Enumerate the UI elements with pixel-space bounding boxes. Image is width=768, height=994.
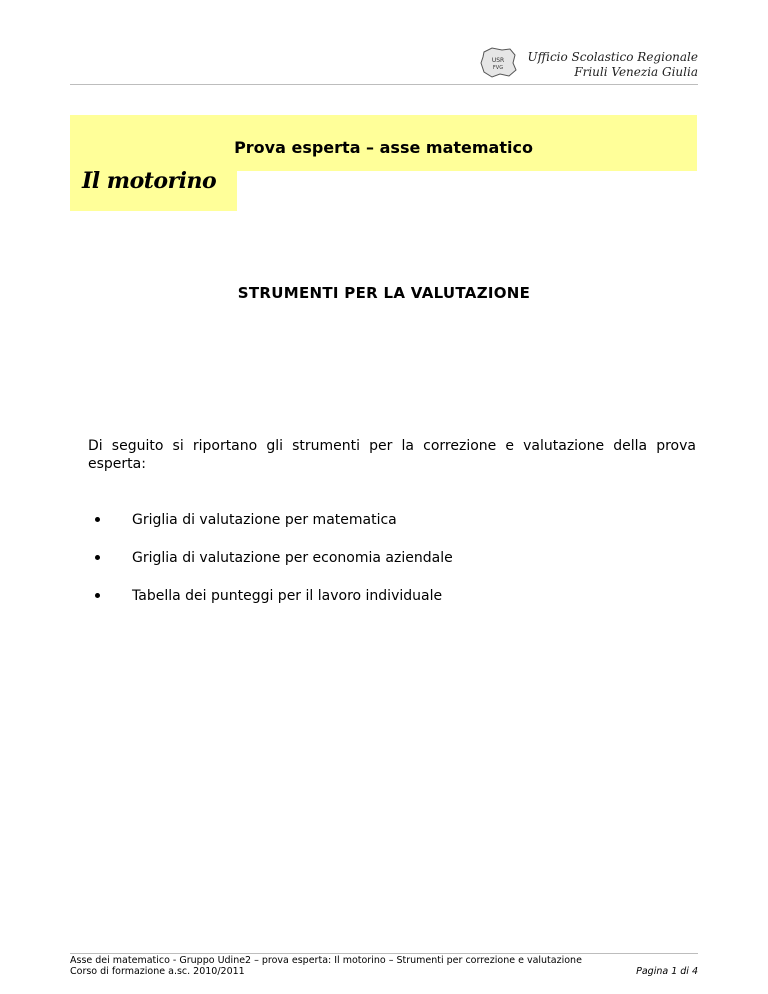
bullet-icon: [95, 593, 100, 598]
bullet-icon: [95, 555, 100, 560]
page-header: [70, 44, 698, 85]
intro-paragraph: Di seguito si riportano gli strumenti per la correzione e valutazione della prova esperta:: [88, 438, 696, 472]
page-number: Pagina 1 di 4: [636, 966, 698, 977]
svg-text:FVG: FVG: [492, 65, 504, 71]
bullet-icon: [95, 517, 100, 522]
svg-text:USR: USR: [491, 57, 505, 64]
section-heading: STRUMENTI PER LA VALUTAZIONE: [237, 284, 531, 302]
document-title: Prova esperta – asse matematico: [234, 138, 533, 157]
usr-fvg-logo: [478, 46, 518, 78]
footer-line-1: Asse dei matematico - Gruppo Udine2 – prova esperta: Il motorino – Strumenti per correzione e valutazione: [70, 955, 582, 966]
office-name: Ufficio Scolastico Regionale Friuli Venezia Giulia: [527, 50, 698, 79]
footer-line-2: Corso di formazione a.sc. 2010/2011: [70, 966, 245, 977]
document-subtitle: Il motorino: [82, 168, 217, 194]
page-footer: [70, 953, 698, 977]
